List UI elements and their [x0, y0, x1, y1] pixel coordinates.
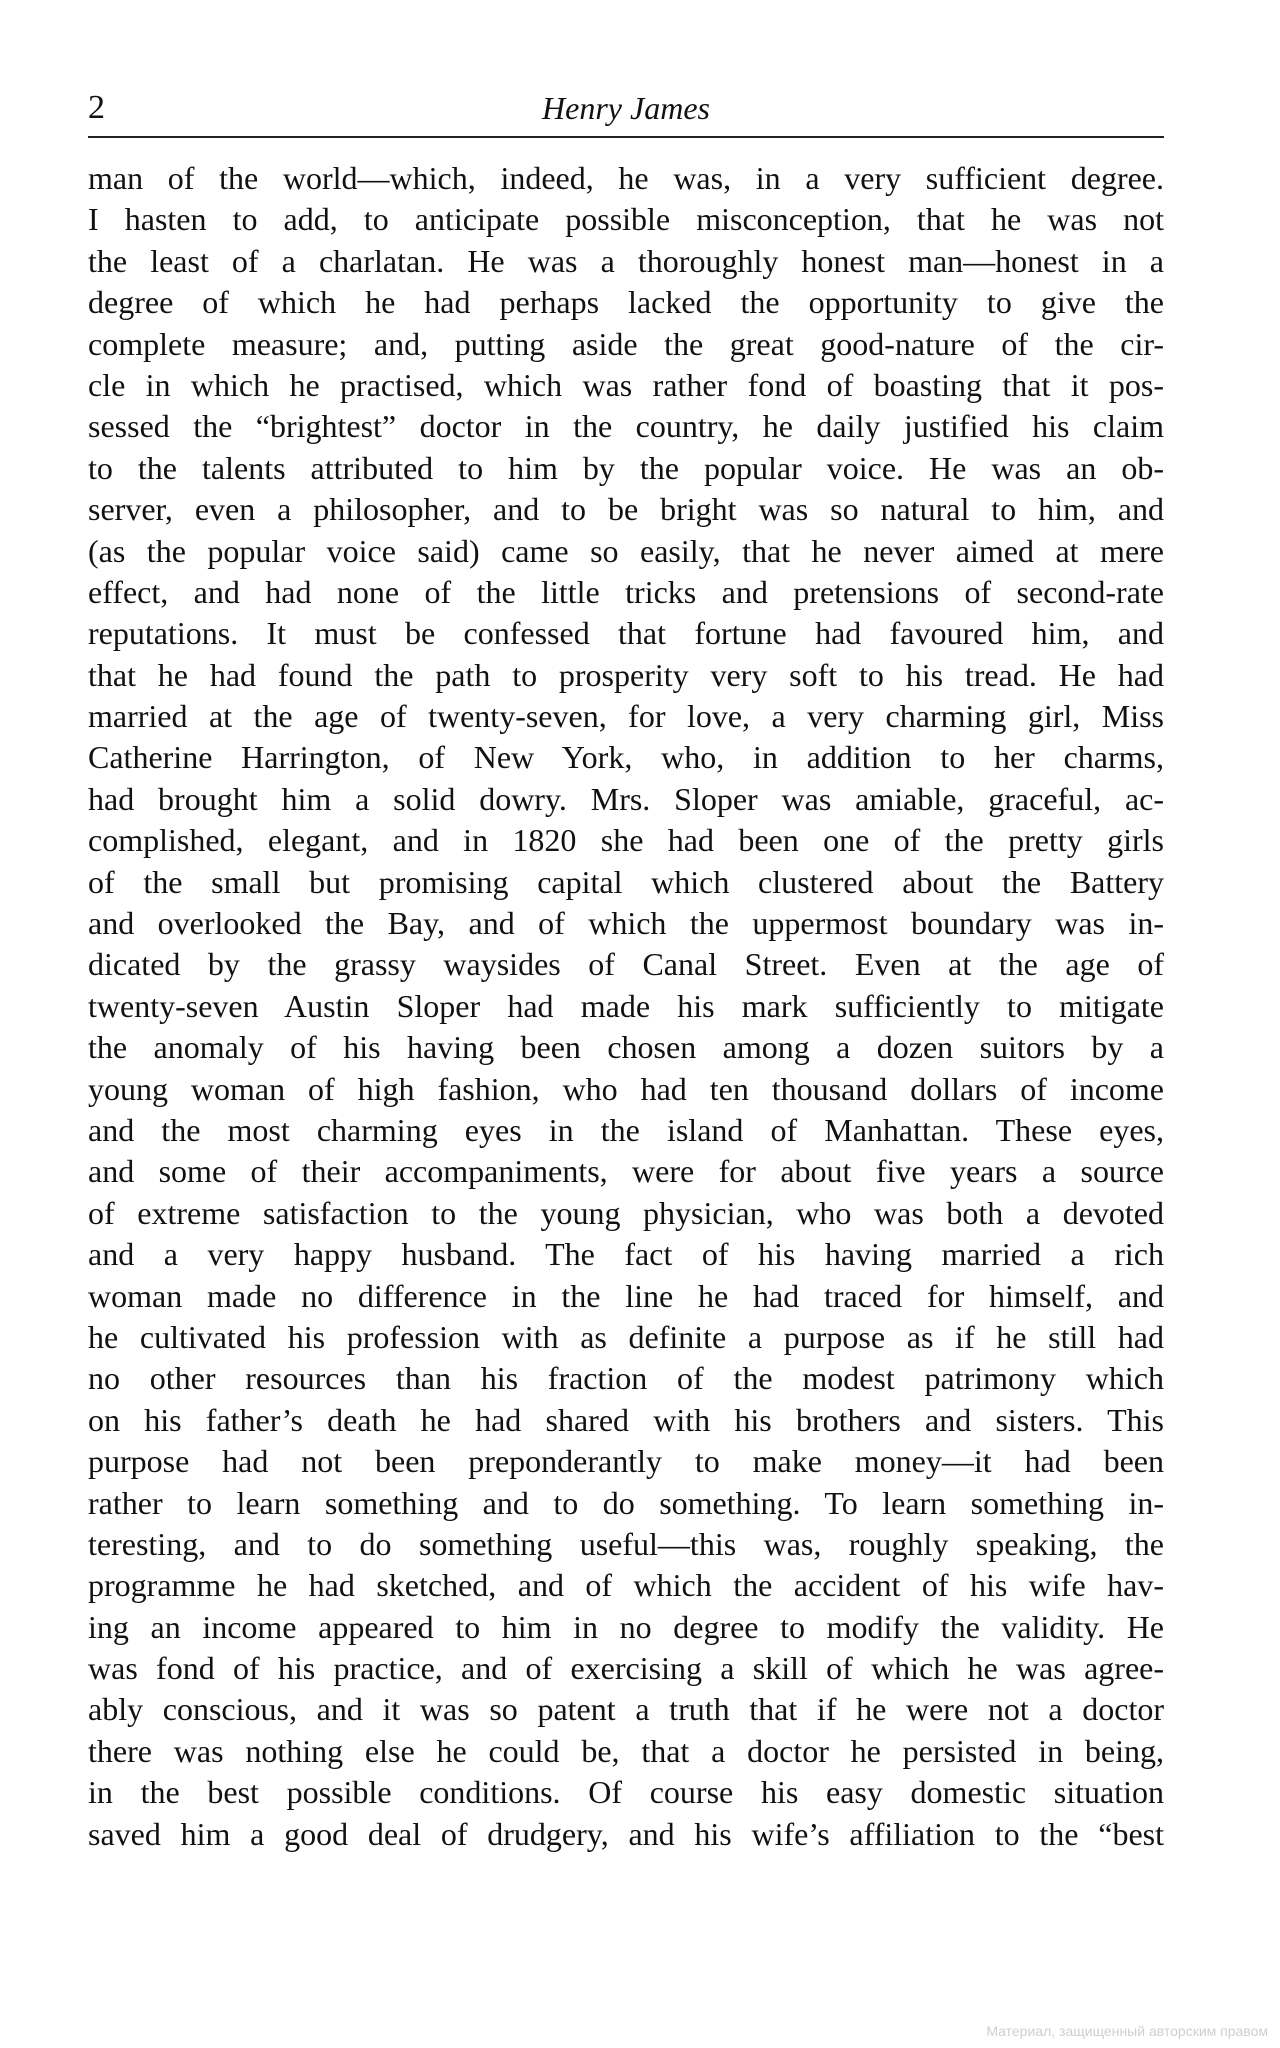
running-title: Henry James [542, 90, 710, 126]
text-line: purpose had not been preponderantly to make money—it had been [88, 1443, 1164, 1480]
body-text [88, 158, 1164, 1855]
text-line: teresting, and to do something useful—this was, roughly speaking, the [88, 1525, 1164, 1562]
text-line: complished, elegant, and in 1820 she had been one of the pretty girls [88, 822, 1164, 859]
text-line: in the best possible conditions. Of course his easy domestic situation [88, 1774, 1164, 1811]
text-line: to the talents attributed to him by the popular voice. He was an ob- [88, 449, 1164, 486]
text-line: (as the popular voice said) came so easily, that he never aimed at mere [88, 532, 1164, 569]
text-line: had brought him a solid dowry. Mrs. Sloper was amiable, graceful, ac- [88, 780, 1164, 817]
text-line: dicated by the grassy waysides of Canal Street. Even at the age of [88, 946, 1164, 983]
text-line: and a very happy husband. The fact of his having married a rich [88, 1236, 1164, 1273]
copyright-watermark: Материал, защищенный авторским правом [986, 2023, 1268, 2039]
text-line: the least of a charlatan. He was a thoroughly honest man—honest in a [88, 242, 1164, 279]
page-number: 2 [88, 89, 105, 126]
text-line: ably conscious, and it was so patent a truth that if he were not a doctor [88, 1691, 1164, 1728]
text-line: degree of which he had perhaps lacked the opportunity to give the [88, 284, 1164, 321]
text-line: he cultivated his profession with as definite a purpose as if he still had [88, 1318, 1164, 1355]
text-line: sessed the “brightest” doctor in the country, he daily justified his claim [88, 408, 1164, 445]
text-line: reputations. It must be confessed that fortune had favoured him, and [88, 615, 1164, 652]
text-line: programme he had sketched, and of which the accident of his wife hav- [88, 1567, 1164, 1604]
text-line: was fond of his practice, and of exercising a skill of which he was agree- [88, 1650, 1164, 1687]
header-rule [88, 136, 1164, 138]
text-line: server, even a philosopher, and to be bright was so natural to him, and [88, 491, 1164, 528]
text-line: woman made no difference in the line he had traced for himself, and [88, 1277, 1164, 1314]
text-line: married at the age of twenty-seven, for love, a very charming girl, Miss [88, 698, 1164, 735]
text-line: ing an income appeared to him in no degree to modify the validity. He [88, 1608, 1164, 1645]
text-line: I hasten to add, to anticipate possible misconception, that he was not [88, 201, 1164, 238]
text-line: twenty-seven Austin Sloper had made his mark sufficiently to mitigate [88, 987, 1164, 1024]
text-line: and some of their accompaniments, were for about five years a source [88, 1153, 1164, 1190]
text-line: and the most charming eyes in the island of Manhattan. These eyes, [88, 1111, 1164, 1148]
text-line: Catherine Harrington, of New York, who, in addition to her charms, [88, 739, 1164, 776]
text-line: the anomaly of his having been chosen among a dozen suitors by a [88, 1029, 1164, 1066]
text-line: that he had found the path to prosperity very soft to his tread. He had [88, 656, 1164, 693]
text-line: of the small but promising capital which clustered about the Battery [88, 863, 1164, 900]
text-line: young woman of high fashion, who had ten thousand dollars of income [88, 1070, 1164, 1107]
text-line: on his father’s death he had shared with his brothers and sisters. This [88, 1401, 1164, 1438]
text-line: complete measure; and, putting aside the great good-nature of the cir- [88, 325, 1164, 362]
text-line: there was nothing else he could be, that a doctor he persisted in being, [88, 1732, 1164, 1769]
text-line: effect, and had none of the little tricks and pretensions of second-rate [88, 573, 1164, 610]
text-line: no other resources than his fraction of the modest patrimony which [88, 1360, 1164, 1397]
text-line: cle in which he practised, which was rather fond of boasting that it pos- [88, 366, 1164, 403]
text-line: of extreme satisfaction to the young physician, who was both a devoted [88, 1194, 1164, 1231]
text-line: rather to learn something and to do something. To learn something in- [88, 1484, 1164, 1521]
text-line: saved him a good deal of drudgery, and his wife’s affiliation to the “best [88, 1815, 1164, 1852]
text-line: and overlooked the Bay, and of which the uppermost boundary was in- [88, 905, 1164, 942]
text-line: man of the world—which, indeed, he was, in a very sufficient degree. [88, 160, 1164, 196]
